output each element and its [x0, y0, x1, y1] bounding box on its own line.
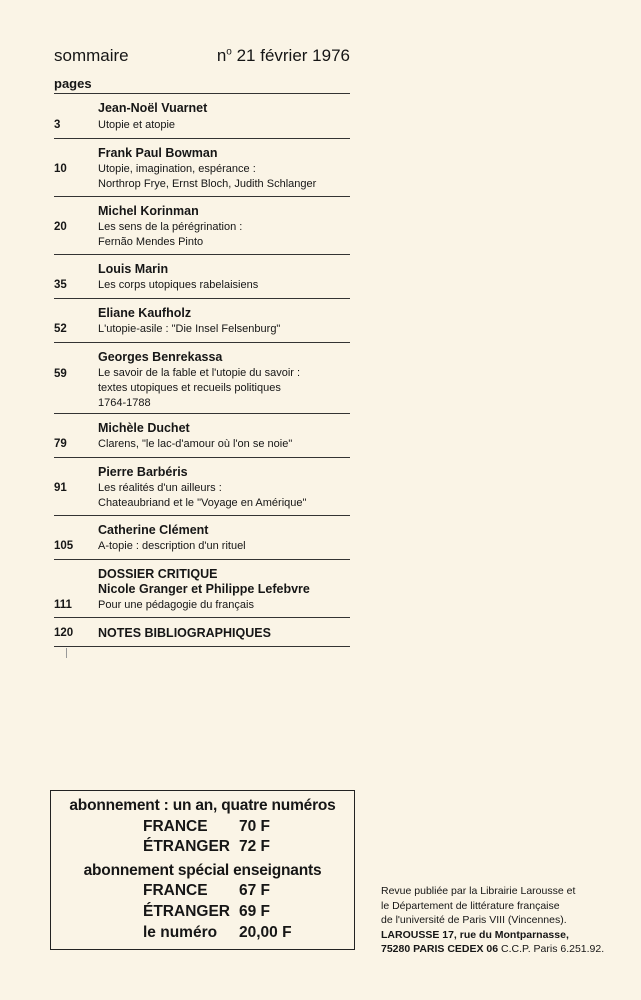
divider	[54, 93, 350, 94]
subscription-box	[50, 790, 355, 950]
toc-article-title: Le savoir de la fable et l'utopie du savoir : textes utopiques et recueils politiques 1764-1788	[98, 367, 301, 409]
price-label: FRANCE	[143, 882, 208, 899]
price-value: 69 F	[239, 903, 271, 920]
price-value: 20,00 F	[239, 924, 292, 941]
divider	[54, 457, 350, 458]
toc-article-title: A-topie : description d'un rituel	[98, 540, 246, 552]
toc-section-heading: DOSSIER CRITIQUE	[98, 567, 218, 581]
page-title: sommaire	[54, 46, 129, 65]
divider	[54, 254, 350, 255]
toc-author: Michèle Duchet	[98, 421, 190, 435]
toc-author: Michel Korinman	[98, 204, 199, 218]
divider	[54, 342, 350, 343]
divider	[54, 515, 350, 516]
divider	[66, 648, 67, 658]
price-label: FRANCE	[143, 818, 208, 835]
toc-page-number: 10	[54, 163, 67, 175]
subscription-heading: abonnement spécial enseignants	[83, 862, 322, 879]
divider	[54, 617, 350, 618]
divider	[54, 413, 350, 414]
divider	[54, 646, 350, 647]
toc-author: Catherine Clément	[98, 523, 209, 537]
toc-author: Nicole Granger et Philippe Lefebvre	[98, 582, 310, 596]
toc-page-number: 91	[54, 482, 67, 494]
toc-article-title: Les sens de la pérégrination : Fernão Mendes Pinto	[98, 221, 243, 248]
toc-article-title: Les réalités d'un ailleurs : Chateaubriand et le "Voyage en Amérique"	[98, 482, 307, 509]
toc-page-number: 20	[54, 221, 67, 233]
toc-article-title: Pour une pédagogie du français	[98, 599, 254, 611]
toc-article-title: Clarens, "le lac-d'amour où l'on se noie"	[98, 438, 293, 450]
toc-article-title: Utopie et atopie	[98, 119, 176, 131]
issue-number: $n^o$ 21 février 1976	[216, 46, 350, 65]
page-header	[54, 46, 350, 70]
toc-page-number: 111	[54, 599, 72, 611]
toc-author: Georges Benrekassa	[98, 350, 223, 364]
publisher-info: Revue publiée par la Librairie Larousse et le Département de littérature française de l'université de Paris VIII (Vincennes). LAROUSSE 17, rue du Montparnasse, 75280 PARIS CEDEX 06 C.C.P. Paris 6.251.92.	[381, 885, 605, 955]
toc-page-number: 79	[54, 438, 67, 450]
toc-page-number: 105	[54, 540, 74, 552]
price-value: 70 F	[239, 818, 271, 835]
price-label: le numéro	[143, 924, 218, 941]
price-label: ÉTRANGER	[143, 903, 230, 920]
toc-section-heading: NOTES BIBLIOGRAPHIQUES	[98, 626, 271, 640]
divider	[54, 196, 350, 197]
toc-author: Frank Paul Bowman	[98, 146, 218, 160]
toc-author: Jean-Noël Vuarnet	[98, 101, 208, 115]
price-label: ÉTRANGER	[143, 838, 230, 855]
toc-page-number: 59	[54, 368, 67, 380]
toc-page-number: 52	[54, 323, 67, 335]
toc-page-number: 3	[54, 119, 61, 131]
toc-author: Louis Marin	[98, 262, 169, 276]
toc-article-title: Les corps utopiques rabelaisiens	[98, 279, 259, 291]
toc-author: Eliane Kaufholz	[98, 306, 192, 320]
toc-page-number: 120	[54, 627, 74, 639]
divider	[54, 138, 350, 139]
toc-article-title: Utopie, imagination, espérance : Northrop Frye, Ernst Bloch, Judith Schlanger	[98, 163, 317, 190]
price-value: 67 F	[239, 882, 271, 899]
toc-author: Pierre Barbéris	[98, 465, 188, 479]
divider	[54, 298, 350, 299]
pages-column-label: pages	[54, 76, 92, 91]
subscription-heading: abonnement : un an, quatre numéros	[69, 797, 336, 814]
price-value: 72 F	[239, 838, 271, 855]
toc-page-number: 35	[54, 279, 67, 291]
toc-article-title: L'utopie-asile : "Die Insel Felsenburg"	[98, 323, 281, 335]
divider	[54, 559, 350, 560]
